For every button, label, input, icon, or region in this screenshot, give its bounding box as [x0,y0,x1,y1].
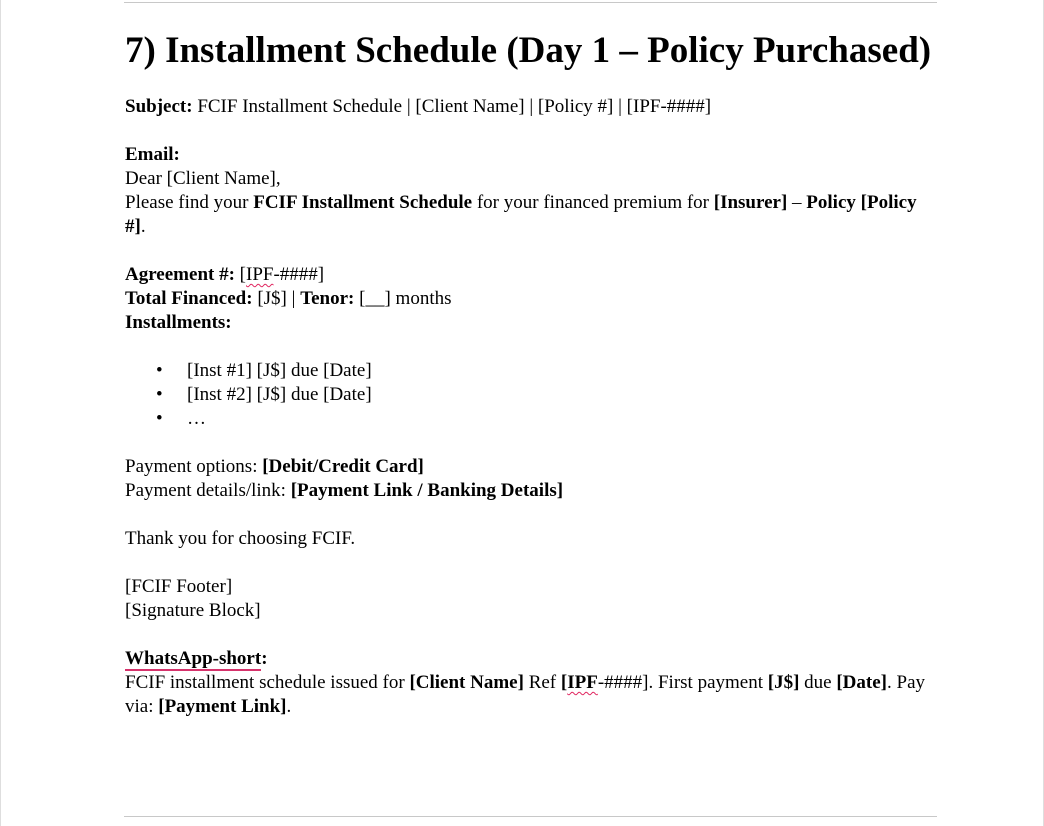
wa-ref-code-spellcheck: IPF [567,672,598,693]
whatsapp-colon: : [261,648,268,669]
footer-placeholder: [FCIF Footer] [125,576,233,597]
payment-options-value: [Debit/Credit Card] [262,456,424,477]
wa-payment-link: [Payment Link] [158,696,287,717]
whatsapp-message [125,671,937,719]
email-intro [125,191,937,239]
whatsapp-label-spellcheck: WhatsApp-short [125,648,262,669]
subject-text: FCIF Installment Schedule | [Client Name] | [Policy #] | [IPF-####] [192,96,712,117]
wa-text-4: due [799,672,837,693]
wa-ref-post: -####] [597,672,649,693]
intro-text-4: . [140,216,146,237]
installments-label: Installments: [125,312,232,333]
subject-line [125,95,937,119]
wa-ref-pre: [ [560,672,568,693]
list-item [156,383,937,407]
payment-options-line [125,455,937,479]
total-financed-value: [J$] | [252,288,301,309]
subject-label: Subject: [125,96,193,117]
tenor-label: Tenor: [300,288,355,309]
intro-text-3: – [787,192,807,213]
thanks-line: Thank you for choosing FCIF. [125,528,356,549]
agreement-label: Agreement #: [125,264,235,285]
page-bottom-edge [124,816,937,819]
document-body[interactable] [125,28,937,719]
email-greeting: Dear [Client Name], [125,168,281,189]
installments-list [125,359,937,431]
email-label-line [125,143,937,167]
installment-text: [Inst #1] [J$] due [Date] [187,360,372,381]
signature-placeholder: [Signature Block] [125,600,261,621]
bullet-icon: • [156,408,163,429]
wa-text-6: . [286,696,292,717]
bullet-icon: • [156,360,163,381]
wa-text-2: Ref [523,672,561,693]
agreement-pre: [ [234,264,246,285]
installment-text: [Inst #2] [J$] due [Date] [187,384,372,405]
payment-details-value: [Payment Link / Banking Details] [290,480,564,501]
intro-bold-3: Policy [Policy #] [125,192,917,237]
wa-text-3: . First payment [648,672,768,693]
intro-text-2: for your financed premium for [472,192,714,213]
agreement-post: -####] [273,264,325,285]
list-item [156,407,937,431]
section-heading: 7) Installment Schedule (Day 1 – Policy Purchased) [125,30,932,71]
intro-bold-2: [Insurer] [713,192,788,213]
wa-text-5: . Pay via: [125,672,925,717]
installments-label-line [125,311,937,335]
installment-text: … [187,408,206,429]
payment-details-line [125,479,937,503]
total-financed-line [125,287,937,311]
total-financed-label: Total Financed: [125,288,253,309]
intro-text-1: Please find your [125,192,254,213]
left-margin-rule [0,0,1,826]
payment-options-label: Payment options: [125,456,263,477]
email-label: Email: [125,144,180,165]
wa-date: [Date] [836,672,887,693]
bullet-icon: • [156,384,163,405]
whatsapp-label-line [125,647,937,671]
tenor-value: [__] months [354,288,452,309]
list-item [156,359,937,383]
wa-text-1: FCIF installment schedule issued for [125,672,410,693]
page-top-edge [124,0,937,3]
wa-client-name: [Client Name] [409,672,524,693]
intro-bold-1: FCIF Installment Schedule [253,192,473,213]
agreement-line [125,263,937,287]
wa-amount: [J$] [767,672,800,693]
agreement-code-spellcheck: IPF [246,264,274,285]
payment-details-label: Payment details/link: [125,480,291,501]
